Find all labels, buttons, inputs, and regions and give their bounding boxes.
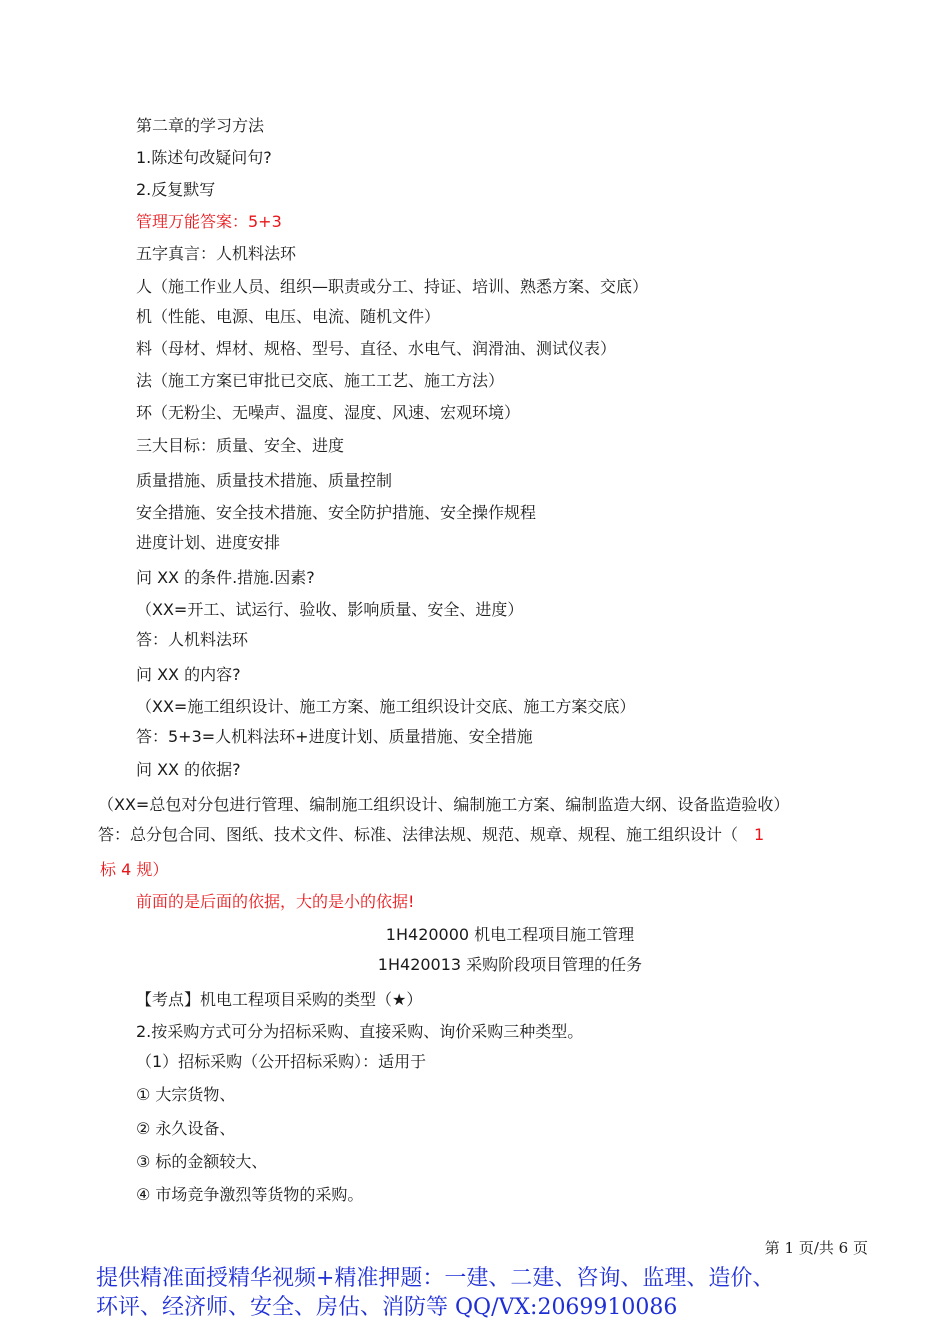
schedule-measures: 进度计划、进度安排 (136, 533, 281, 552)
five-words: 五字真言：人机料法环 (136, 244, 297, 263)
question-basis: 问 XX 的依据? (136, 760, 241, 779)
page-indicator: 第 1 页/共 6 页 (764, 1239, 868, 1257)
tender-item-1: ① 大宗货物、 (136, 1085, 236, 1104)
advert-line-2: 环评、经济师、安全、房估、消防等 QQ/VX:2069910086 (96, 1295, 678, 1320)
exam-point: 【考点】机电工程项目采购的类型（★） (136, 990, 423, 1009)
method-item-1: 1.陈述句改疑问句? (136, 148, 272, 167)
factor-material: 料（母材、焊材、规格、型号、直径、水电气、润滑油、测试仪表） (136, 339, 617, 358)
universal-answer: 管理万能答案：5+3 (136, 212, 282, 231)
answer-basis-text: 答：总分包合同、图纸、技术文件、标准、法律法规、规范、规章、规程、施工组织设计（ (98, 825, 739, 844)
three-goals: 三大目标：质量、安全、进度 (136, 436, 345, 455)
safety-measures: 安全措施、安全技术措施、安全防护措施、安全操作规程 (136, 503, 537, 522)
basis-note: 前面的是后面的依据，大的是小的依据! (136, 892, 415, 911)
section-title-1h420013: 1H420013 采购阶段项目管理的任务 (377, 955, 643, 974)
tender-procurement: （1）招标采购（公开招标采购）：适用于 (136, 1052, 427, 1071)
tender-item-3: ③ 标的金额较大、 (136, 1152, 268, 1171)
tender-item-2: ② 永久设备、 (136, 1119, 236, 1138)
factor-machine: 机（性能、电源、电压、电流、随机文件） (136, 307, 441, 326)
answer-conditions: 答：人机料法环 (136, 630, 249, 649)
answer-basis-tail: 标 4 规） (100, 860, 169, 879)
question-basis-scope: （XX=总包对分包进行管理、编制施工组织设计、编制施工方案、编制监造大纲、设备监造验收） (98, 795, 790, 814)
factor-people: 人（施工作业人员、组织—职责或分工、持证、培训、熟悉方案、交底） (136, 277, 649, 296)
tender-item-4: ④ 市场竞争激烈等货物的采购。 (136, 1185, 364, 1204)
answer-basis (98, 825, 764, 845)
question-content: 问 XX 的内容? (136, 665, 241, 684)
factor-environment: 环（无粉尘、无噪声、温度、湿度、风速、宏观环境） (136, 403, 521, 422)
question-content-scope: （XX=施工组织设计、施工方案、施工组织设计交底、施工方案交底） (136, 697, 636, 716)
section-title-1h420000: 1H420000 机电工程项目施工管理 (385, 925, 635, 944)
chapter-study-method: 第二章的学习方法 (136, 116, 265, 135)
question-conditions: 问 XX 的条件.措施.因素? (136, 568, 315, 587)
advert-line-1: 提供精准面授精华视频+精准押题：一建、二建、咨询、监理、造价、 (96, 1266, 775, 1291)
question-conditions-scope: （XX=开工、试运行、验收、影响质量、安全、进度） (136, 600, 524, 619)
answer-content: 答：5+3=人机料法环+进度计划、质量措施、安全措施 (136, 727, 533, 746)
quality-measures: 质量措施、质量技术措施、质量控制 (136, 471, 393, 490)
method-item-2: 2.反复默写 (136, 180, 216, 199)
factor-method: 法（施工方案已审批已交底、施工工艺、施工方法） (136, 371, 505, 390)
procurement-types: 2.按采购方式可分为招标采购、直接采购、询价采购三种类型。 (136, 1022, 584, 1041)
answer-basis-number: 1 (754, 825, 765, 844)
